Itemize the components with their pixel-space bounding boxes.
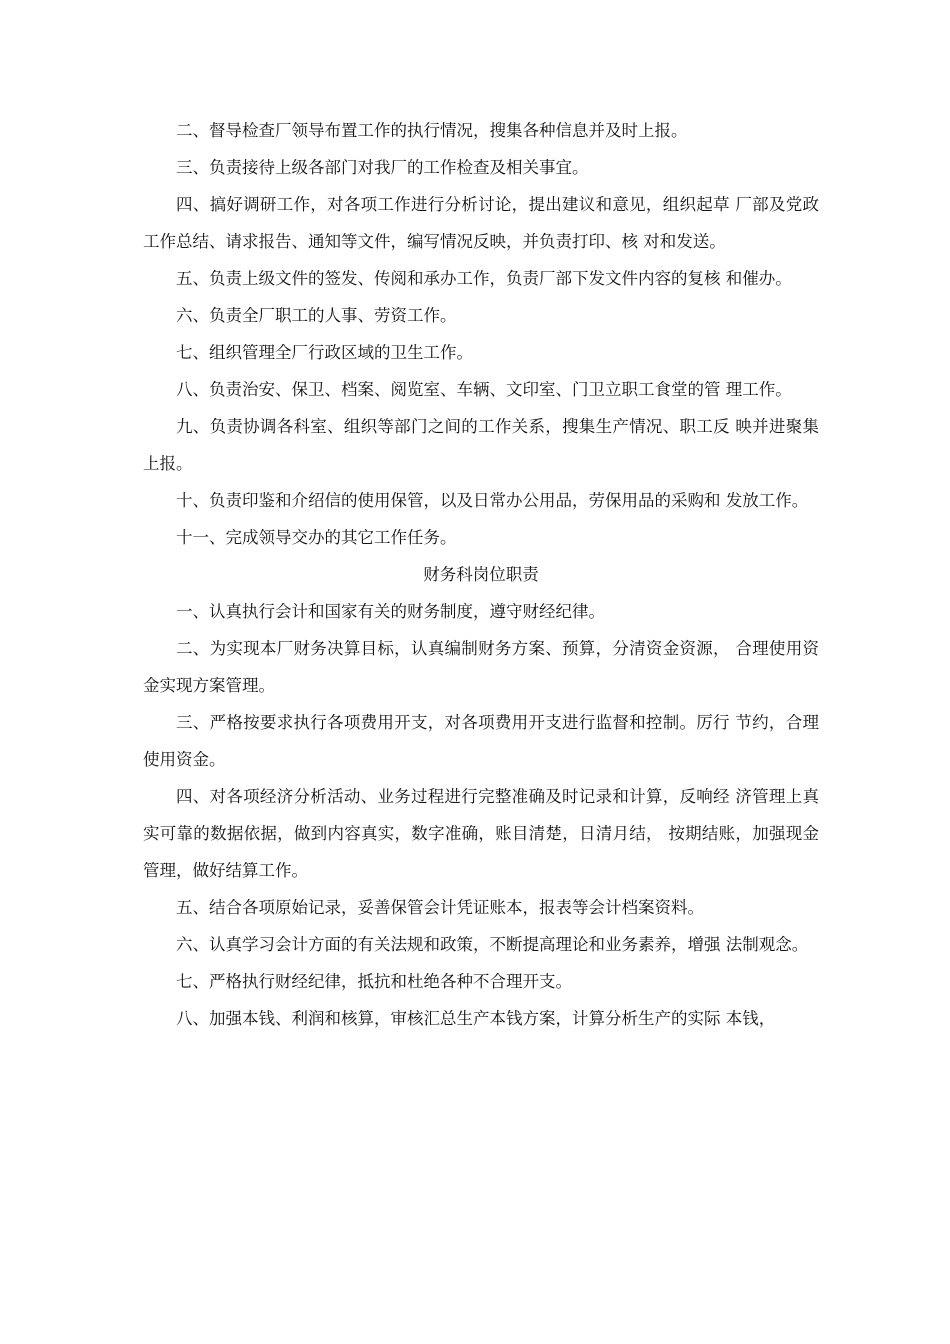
duty-item-7: 七、组织管理全厂行政区域的卫生工作。 [176,343,473,362]
finance-duty-item-1: 一、认真执行会计和国家有关的财务制度，遵守财经纪律。 [176,602,605,621]
finance-duty-item-2: 二、为实现本厂财务决算目标，认真编制财务方案、预算，分清资金资源， 合理使用资金实现方案管理。 [143,639,819,695]
finance-duty-item-7: 七、严格执行财经纪律，抵抗和杜绝各种不合理开支。 [176,972,572,991]
finance-duty-item-5: 五、结合各项原始记录，妥善保管会计凭证账本，报表等会计档案资料。 [176,898,704,917]
finance-duty-item-4: 四、对各项经济分析活动、业务过程进行完整准确及时记录和计算，反响经 济管理上真实可靠的数据依据，做到内容真实，数字准确，账目清楚，日清月结， 按期结账，加强现金管理，做好结算工作。 [143,787,819,880]
duty-item-5: 五、负责上级文件的签发、传阅和承办工作，负责厂部下发文件内容的复核 和催办。 [176,269,792,288]
duty-item-10: 十、负责印鉴和介绍信的使用保管，以及日常办公用品，劳保用品的采购和 发放工作。 [176,491,809,510]
duty-item-4: 四、搞好调研工作，对各项工作进行分析讨论，提出建议和意见，组织起草 厂部及党政工作总结、请求报告、通知等文件，编写情况反映，并负责打印、核 对和发送。 [143,195,819,251]
duty-item-6: 六、负责全厂职工的人事、劳资工作。 [176,306,457,325]
duty-item-11: 十一、完成领导交办的其它工作任务。 [176,528,457,547]
duty-item-2: 二、督导检查厂领导布置工作的执行情况，搜集各种信息并及时上报。 [176,121,688,140]
duty-item-9: 九、负责协调各科室、组织等部门之间的工作关系，搜集生产情况、职工反 映并进聚集上报。 [143,417,819,473]
duty-item-8: 八、负责治安、保卫、档案、阅览室、车辆、文印室、门卫立职工食堂的管 理工作。 [176,380,792,399]
finance-section-title: 财务科岗位职责 [423,565,539,584]
document-body [143,112,819,1037]
duty-item-3: 三、负责接待上级各部门对我厂的工作检查及相关事宜。 [176,158,589,177]
finance-duty-item-3: 三、严格按要求执行各项费用开支，对各项费用开支进行监督和控制。厉行 节约，合理使用资金。 [143,713,819,769]
finance-duty-item-6: 六、认真学习会计方面的有关法规和政策，不断提高理论和业务素养，增强 法制观念。 [176,935,809,954]
finance-duty-item-8: 八、加强本钱、利润和核算，审核汇总生产本钱方案，计算分析生产的实际 本钱， [176,1009,776,1028]
